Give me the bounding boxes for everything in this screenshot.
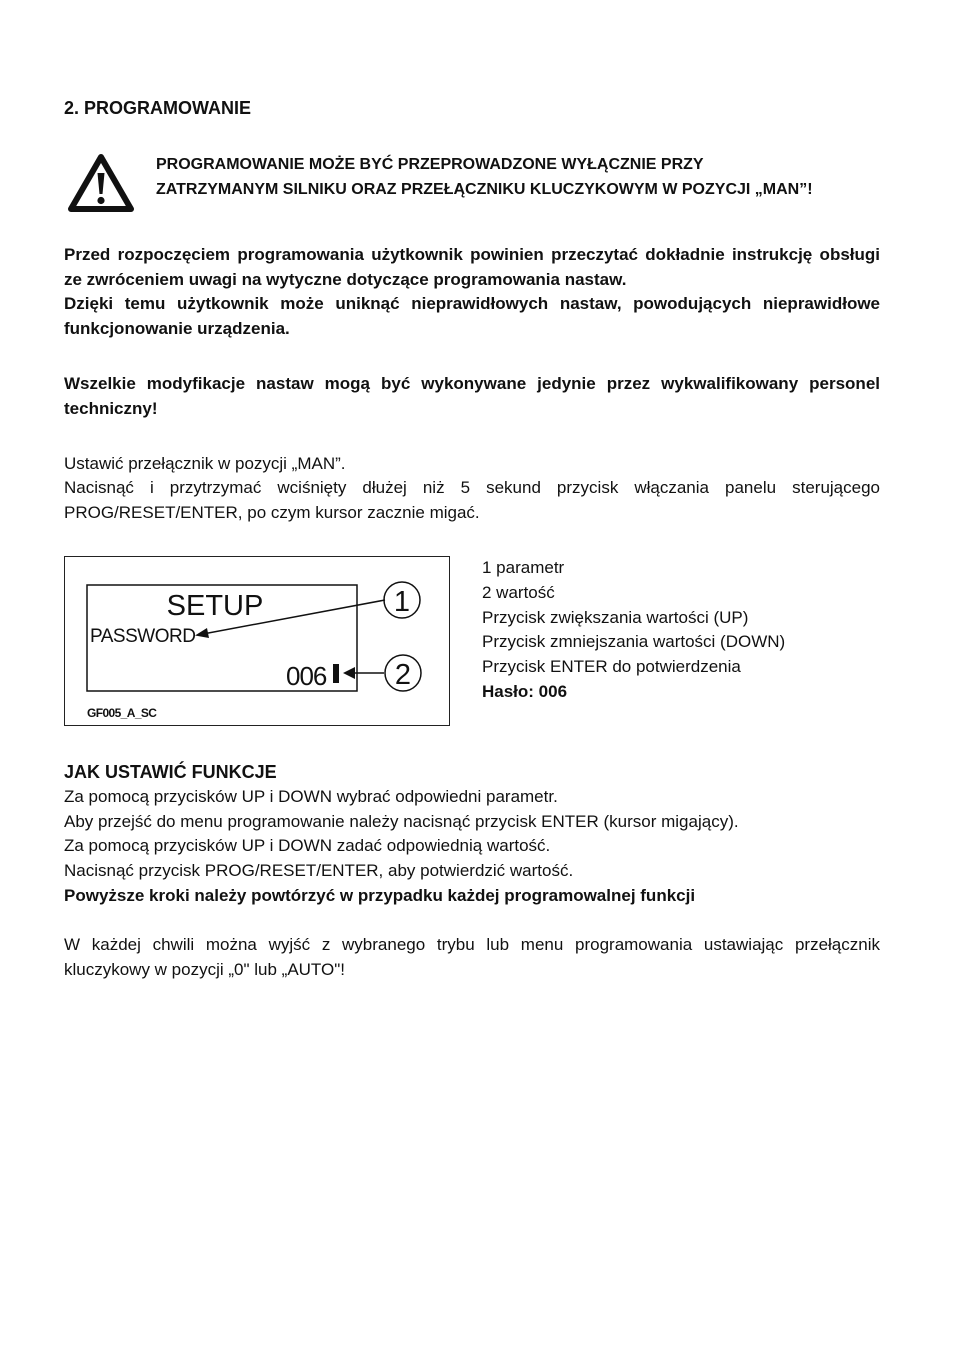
howto-step: Aby przejść do menu programowanie należy nacisnąć przycisk ENTER (kursor migający). xyxy=(64,811,739,831)
instruction-line-1: Ustawić przełącznik w pozycji „MAN”. xyxy=(64,453,346,473)
warning-text xyxy=(156,153,876,203)
warning-line-2: ZATRZYMANYM SILNIKU ORAZ PRZEŁĄCZNIKU KLUCZYKOWYM W POZYCJI „MAN”! xyxy=(156,180,813,198)
howto-step: Za pomocą przycisków UP i DOWN wybrać odpowiedni parametr. xyxy=(64,786,558,806)
legend-item: Przycisk ENTER do potwierdzenia xyxy=(482,657,741,677)
display-figure-row xyxy=(64,556,880,726)
howto-step: Nacisnąć przycisk PROG/RESET/ENTER, aby potwierdzić wartość. xyxy=(64,861,574,881)
lcd-cursor xyxy=(333,664,339,683)
display-figure xyxy=(64,556,450,726)
instruction-line-2: Nacisnąć i przytrzymać wciśnięty dłużej niż 5 sekund przycisk włączania panelu sterującego PROG/RESET/ENTER, po czym kursor zacznie migać. xyxy=(64,478,880,523)
lcd-parameter: PASSWORD xyxy=(90,625,196,647)
howto-step: Za pomocą przycisków UP i DOWN zadać odpowiednią wartość. xyxy=(64,836,551,856)
callout-2-label: 2 xyxy=(394,658,412,691)
legend-item: Przycisk zwiększania wartości (UP) xyxy=(482,607,749,627)
footer-note: W każdej chwili można wyjść z wybranego trybu lub menu programowania ustawiając przełącznik kluczykowy w pozycji „0" lub „AUTO"! xyxy=(64,934,880,979)
legend-item: 1 parametr xyxy=(482,557,565,577)
intro-paragraph-2: Dzięki temu użytkownik może uniknąć nieprawidłowych nastaw, powodujących nieprawidłowe funkcjonowanie urządzenia. xyxy=(64,294,880,339)
intro-paragraph-3: Wszelkie modyfikacje nastaw mogą być wykonywane jedynie przez wykwalifikowany personel techniczny! xyxy=(64,373,880,418)
callout-1-label: 1 xyxy=(393,585,411,618)
legend-password: Hasło: 006 xyxy=(482,681,568,701)
warning-triangle-icon xyxy=(67,153,135,213)
lcd-value: 006 xyxy=(286,660,327,691)
callout-2-arrowhead xyxy=(343,667,355,679)
callout-1-arrowhead xyxy=(195,628,209,638)
figure-caption: GF005_A_SC xyxy=(87,705,157,720)
display-legend xyxy=(482,556,785,726)
legend-item: 2 wartość xyxy=(482,582,555,602)
warning-line-1: PROGRAMOWANIE MOŻE BYĆ PRZEPROWADZONE WYŁĄCZNIE PRZY xyxy=(156,155,704,173)
howto-title: JAK USTAWIĆ FUNKCJE xyxy=(64,761,277,782)
warning-block xyxy=(64,153,880,217)
section-title: 2. PROGRAMOWANIE xyxy=(64,98,252,118)
lcd-title: SETUP xyxy=(166,589,264,622)
howto-repeat-note: Powyższe kroki należy powtórzyć w przypadku każdej programowalnej funkcji xyxy=(64,885,696,905)
howto-steps xyxy=(64,785,880,909)
document-page xyxy=(64,96,880,982)
legend-item: Przycisk zmniejszania wartości (DOWN) xyxy=(482,632,786,652)
display-diagram xyxy=(65,557,451,727)
intro-paragraph-1: Przed rozpoczęciem programowania użytkownik powinien przeczytać dokładnie instrukcję obsługi ze zwróceniem uwagi na wytyczne dotyczące programowania nastaw. xyxy=(64,244,880,289)
